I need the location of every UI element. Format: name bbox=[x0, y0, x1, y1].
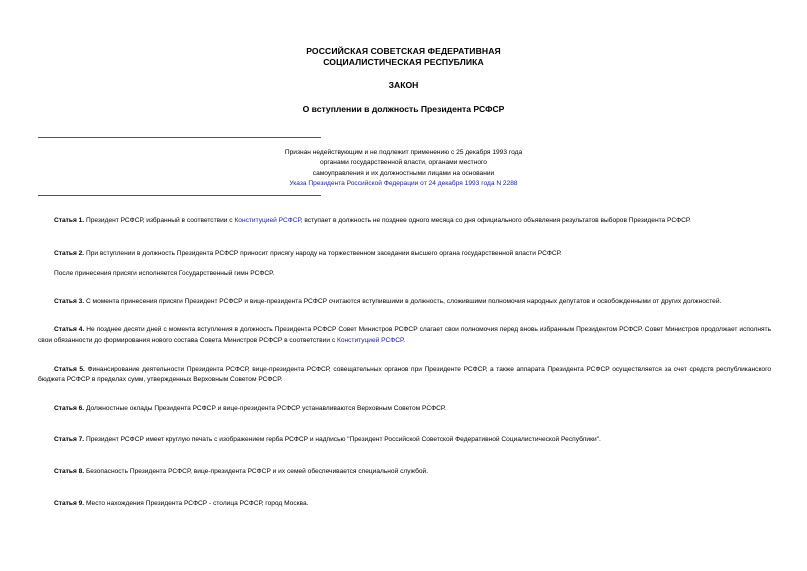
document-title: О вступлении в должность Президента РСФСР bbox=[302, 104, 505, 114]
article-8-label: Статья 8. bbox=[54, 467, 85, 475]
constitution-link-2[interactable]: Конституцией РСФСР bbox=[336, 336, 404, 344]
article-7: Статья 7. Президент РСФСР имеет круглую печать с изображением герба РСФСР и надписью "Президент Российской Советской Федеративной Социалистической Республики". bbox=[54, 436, 601, 444]
article-9: Статья 9. Место нахождения Президента РСФСР - столица РСФСР, город Москва. bbox=[54, 499, 309, 507]
article-7-label: Статья 7. bbox=[54, 436, 85, 444]
status-note-line-2: органами государственной власти, органами местного bbox=[320, 159, 487, 167]
state-name-line-2: СОЦИАЛИСТИЧЕСКАЯ РЕСПУБЛИКА bbox=[323, 57, 484, 67]
article-1: Статья 1. Президент РСФСР, избранный в соответствии с Конституцией РСФСР, вступает в должность не позднее одного месяца со дня официального объявления результатов выборов Президента РСФСР. bbox=[54, 217, 691, 224]
decree-link[interactable]: Указа Президента Российской Федерации от 24 декабря 1993 года N 2288 bbox=[289, 180, 518, 188]
article-2-paragraph-2: После принесения присяги исполняется Государственный гимн РСФСР. bbox=[54, 270, 275, 278]
document-header bbox=[0, 46, 807, 114]
article-6-label: Статья 6. bbox=[54, 404, 85, 412]
article-6: Статья 6. Должностные оклады Президента РСФСР и вице-президента РСФСР устанавливаются Верховным Советом РСФСР. bbox=[54, 404, 446, 412]
article-4: Статья 4. Не позднее десяти дней с момента вступления в должность Президента РСФСР Совет Министров РСФСР слагает свои полномочия перед вновь избранным Президентом РСФСР. Совет Министров продолжает исполнять свои обязанности до формирования нового состава Совета Министров РСФСР в соответствии с Конституцией РСФСР. bbox=[38, 326, 771, 344]
state-name-line-1: РОССИЙСКАЯ СОВЕТСКАЯ ФЕДЕРАТИВНАЯ bbox=[306, 46, 501, 56]
constitution-link[interactable]: Конституцией РСФСР bbox=[234, 217, 301, 224]
articles-body bbox=[38, 214, 771, 509]
status-note bbox=[0, 148, 807, 190]
article-9-label: Статья 9. bbox=[54, 499, 85, 507]
article-3-label: Статья 3. bbox=[54, 297, 85, 305]
article-8: Статья 8. Безопасность Президента РСФСР, вице-президента РСФСР и их семей обеспечивается специальной службой. bbox=[54, 467, 429, 475]
status-note-line-3: самоуправления и их должностными лицами на основании bbox=[312, 169, 495, 177]
bottom-divider bbox=[38, 195, 321, 196]
article-5-label: Статья 5. bbox=[54, 365, 85, 373]
article-2-label: Статья 2. bbox=[54, 249, 85, 257]
article-1-label: Статья 1. bbox=[54, 217, 85, 224]
top-divider bbox=[38, 137, 321, 138]
article-5: Статья 5. Финансирование деятельности Президента РСФСР, вице-президента РСФСР, совещательных органов при Президенте РСФСР, а также аппарата Президента РСФСР осуществляется за счет средств республиканского бюджета РСФСР в пределах сумм, утвержденных Верховным Советом РСФСР. bbox=[38, 365, 771, 384]
document-type: ЗАКОН bbox=[388, 80, 419, 90]
article-2: Статья 2. При вступлении в должность Президента РСФСР приносит присягу народу на торжественном заседании высшего органа государственной власти РСФСР. bbox=[54, 249, 562, 257]
status-note-line-1: Признан недействующим и не подлежит применению с 25 декабря 1993 года bbox=[284, 149, 523, 156]
article-4-label: Статья 4. bbox=[54, 326, 85, 334]
article-3: Статья 3. С момента принесения присяги Президент РСФСР и вице-президента РСФСР считаются вступившими в должность, сложившими полномочия народных депутатов и освобожденными от других должностей. bbox=[54, 297, 722, 305]
